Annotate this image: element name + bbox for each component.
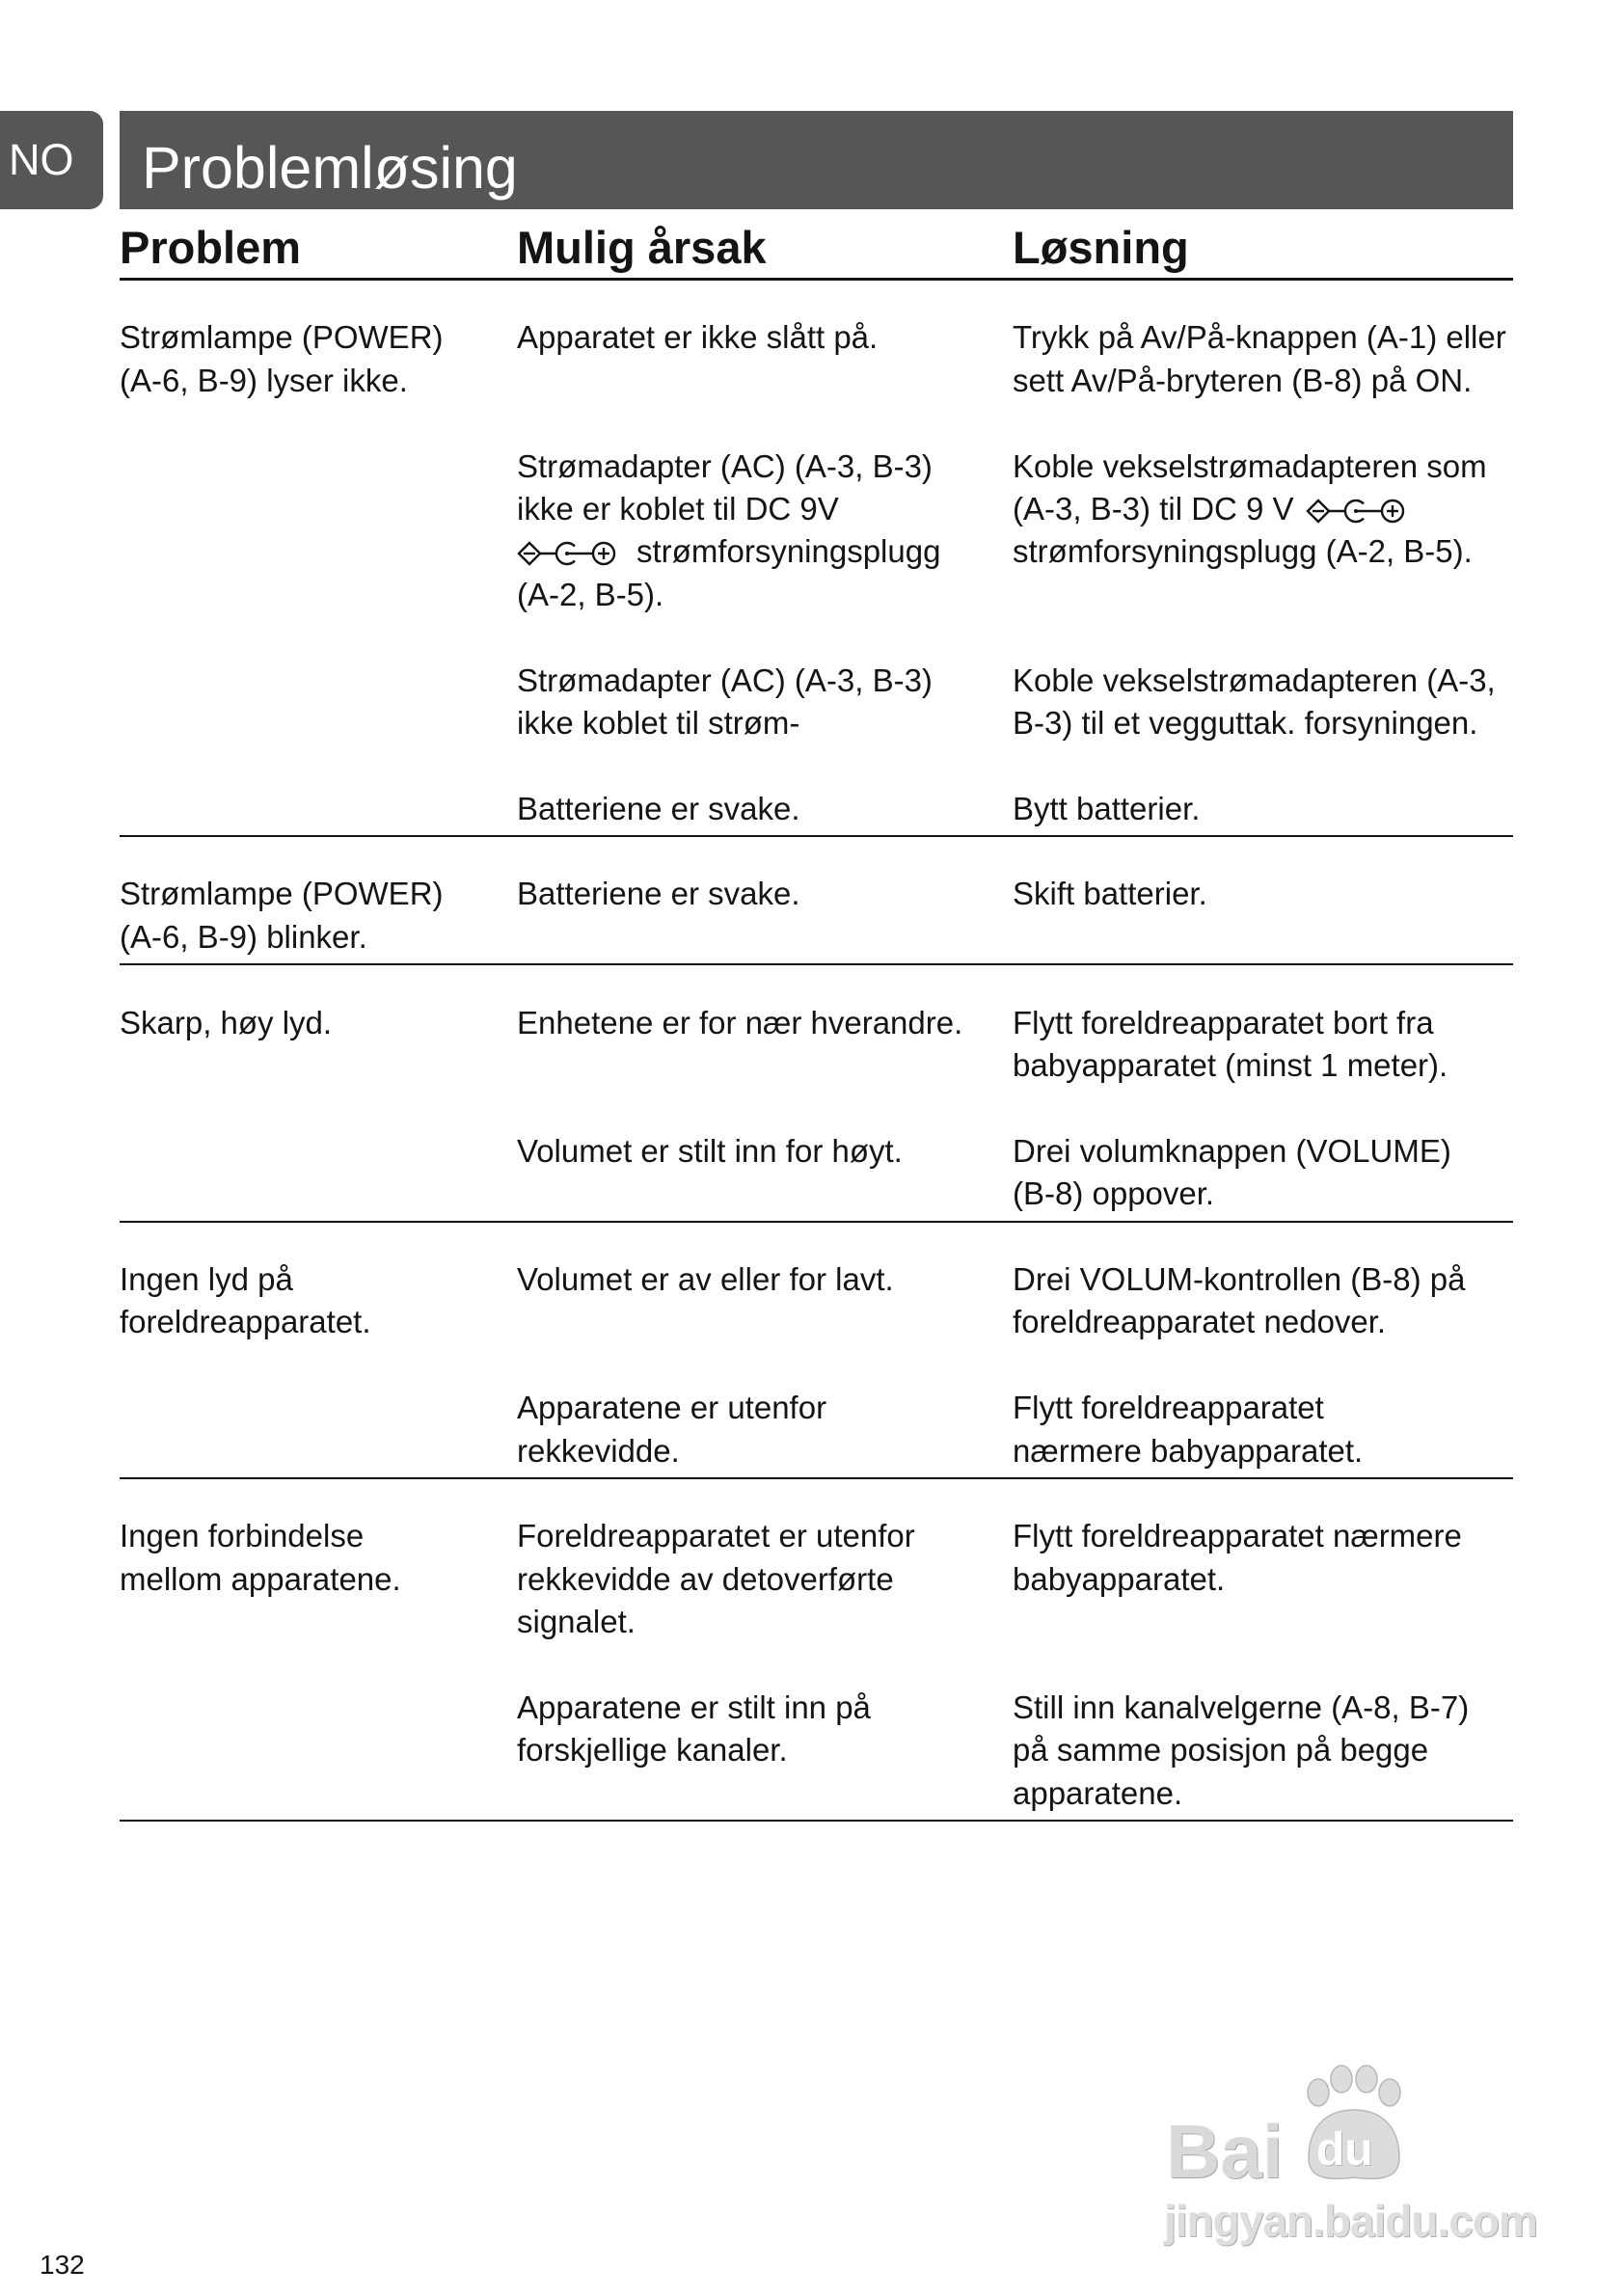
- solution-text-line: [1013, 488, 1513, 530]
- column-headers: [120, 222, 1513, 273]
- column-header-solution: Løsning: [1013, 222, 1189, 273]
- problem-cell: [120, 1515, 517, 1815]
- solution-text: B-3) til et vegguttak. forsyningen.: [1013, 704, 1478, 741]
- cause-cell: [517, 1258, 1013, 1344]
- cause-solution-list: [517, 1258, 1513, 1472]
- cause-text: Apparatene er utenfor: [517, 1390, 827, 1426]
- solution-text: strømforsyningsplugg (A-2, B-5).: [1013, 533, 1473, 570]
- solution-cell: [1013, 1002, 1513, 1088]
- troubleshooting-table: [120, 281, 1513, 1822]
- solution-cell: [1013, 316, 1513, 402]
- troubleshooting-row: [120, 1223, 1513, 1479]
- solution-text: babyapparatet.: [1013, 1560, 1226, 1597]
- cause-cell: [517, 788, 1013, 830]
- watermark-paw-text: du: [1316, 2124, 1373, 2175]
- cause-cell: [517, 1002, 1013, 1088]
- solution-cell: [1013, 873, 1513, 915]
- troubleshooting-row: [120, 281, 1513, 837]
- cause-solution-pair: [517, 873, 1513, 915]
- cause-solution-pair: [517, 316, 1513, 402]
- cause-text: Apparatet er ikke slått på.: [517, 319, 879, 356]
- solution-cell: [1013, 1130, 1513, 1216]
- problem-text: Strømlampe (POWER): [120, 876, 444, 912]
- solution-text: sett Av/På-bryteren (B-8) på ON.: [1013, 362, 1473, 398]
- solution-text: Skift batterier.: [1013, 876, 1207, 912]
- cause-text: Batteriene er svake.: [517, 790, 800, 826]
- solution-text: Drei VOLUM-kontrollen (B-8) på: [1013, 1260, 1466, 1297]
- watermark-brand-text: Bai: [1166, 2109, 1284, 2194]
- page-title: Problemløsing: [142, 135, 518, 201]
- problem-text: (A-6, B-9) lyser ikke.: [120, 362, 408, 398]
- solution-text: Still inn kanalvelgerne (A-8, B-7): [1013, 1688, 1470, 1725]
- cause-solution-pair: [517, 1258, 1513, 1344]
- problem-cell: [120, 1002, 517, 1216]
- title-bar: [120, 111, 1513, 209]
- language-tab: [0, 111, 103, 209]
- solution-text: foreldreapparatet nedover.: [1013, 1304, 1387, 1340]
- solution-text: Flytt foreldreapparatet nærmere: [1013, 1518, 1462, 1554]
- cause-text: Enhetene er for nær hverandre.: [517, 1004, 963, 1040]
- dc-polarity-icon: [1306, 497, 1414, 526]
- cause-solution-list: [517, 1515, 1513, 1815]
- problem-cell: [120, 873, 517, 959]
- cause-cell: [517, 873, 1013, 915]
- cause-cell: [517, 1130, 1013, 1216]
- cause-text: strømforsyningsplugg: [636, 533, 941, 570]
- language-tab-label: NO: [9, 135, 74, 184]
- solution-text: apparatene.: [1013, 1774, 1183, 1811]
- cause-text: signalet.: [517, 1604, 636, 1640]
- cause-solution-pair: [517, 1687, 1513, 1815]
- cause-text-line: [517, 530, 1013, 573]
- solution-cell: [1013, 788, 1513, 830]
- problem-text: mellom apparatene.: [120, 1560, 401, 1597]
- cause-solution-pair: [517, 1387, 1513, 1472]
- solution-text: Trykk på Av/På-knappen (A-1) eller: [1013, 319, 1506, 356]
- solution-text: (A-3, B-3) til DC 9 V: [1013, 490, 1294, 527]
- problem-text: Strømlampe (POWER): [120, 319, 444, 356]
- cause-solution-list: [517, 873, 1513, 959]
- cause-cell: [517, 446, 1013, 617]
- troubleshooting-row: [120, 965, 1513, 1222]
- cause-solution-pair: [517, 660, 1513, 745]
- cause-solution-pair: [517, 1002, 1513, 1088]
- cause-cell: [517, 660, 1013, 745]
- solution-text: Koble vekselstrømadapteren som: [1013, 447, 1487, 484]
- cause-text: Volumet er av eller for lavt.: [517, 1260, 894, 1297]
- cause-text: Batteriene er svake.: [517, 876, 800, 912]
- cause-cell: [517, 1687, 1013, 1815]
- cause-text: Foreldreapparatet er utenfor: [517, 1518, 915, 1554]
- problem-text: Ingen lyd på: [120, 1260, 293, 1297]
- solution-text: Koble vekselstrømadapteren (A-3,: [1013, 662, 1496, 698]
- page-number: 132: [40, 2250, 85, 2280]
- cause-text: rekkevidde av detoverførte: [517, 1560, 894, 1597]
- cause-solution-pair: [517, 1130, 1513, 1216]
- solution-cell: [1013, 1687, 1513, 1815]
- cause-text: forskjellige kanaler.: [517, 1732, 788, 1769]
- cause-solution-list: [517, 1002, 1513, 1216]
- column-header-cause: Mulig årsak: [517, 222, 767, 273]
- cause-solution-pair: [517, 1515, 1513, 1643]
- cause-cell: [517, 1387, 1013, 1472]
- dc-polarity-icon: [517, 539, 625, 568]
- cause-text: Strømadapter (AC) (A-3, B-3): [517, 662, 933, 698]
- solution-text: Drei volumknappen (VOLUME): [1013, 1132, 1451, 1169]
- baidu-jingyan-watermark: [1162, 2064, 1540, 2252]
- troubleshooting-row: [120, 837, 1513, 965]
- problem-text: Skarp, høy lyd.: [120, 1004, 333, 1040]
- solution-cell: [1013, 1387, 1513, 1472]
- solution-text: babyapparatet (minst 1 meter).: [1013, 1047, 1448, 1084]
- solution-cell: [1013, 660, 1513, 745]
- column-header-problem: Problem: [120, 222, 302, 273]
- cause-text: Strømadapter (AC) (A-3, B-3): [517, 447, 933, 484]
- solution-cell: [1013, 1258, 1513, 1344]
- solution-cell: [1013, 1515, 1513, 1643]
- cause-text: Apparatene er stilt inn på: [517, 1688, 871, 1725]
- cause-solution-pair: [517, 446, 1513, 617]
- problem-cell: [120, 316, 517, 830]
- cause-solution-pair: [517, 788, 1513, 830]
- problem-text: foreldreapparatet.: [120, 1304, 371, 1340]
- cause-solution-list: [517, 316, 1513, 830]
- solution-text: Flytt foreldreapparatet: [1013, 1390, 1324, 1426]
- solution-text: Bytt batterier.: [1013, 790, 1201, 826]
- solution-text: på samme posisjon på begge: [1013, 1732, 1429, 1769]
- problem-cell: [120, 1258, 517, 1472]
- cause-cell: [517, 316, 1013, 402]
- cause-text: (A-2, B-5).: [517, 576, 664, 612]
- solution-text: (B-8) oppover.: [1013, 1175, 1215, 1212]
- cause-text: Volumet er stilt inn for høyt.: [517, 1132, 903, 1169]
- solution-text: Flytt foreldreapparatet bort fra: [1013, 1004, 1434, 1040]
- cause-text: ikke er koblet til DC 9V: [517, 490, 839, 527]
- problem-text: (A-6, B-9) blinker.: [120, 918, 367, 955]
- problem-text: Ingen forbindelse: [120, 1518, 365, 1554]
- troubleshooting-row: [120, 1479, 1513, 1822]
- solution-text: nærmere babyapparatet.: [1013, 1432, 1364, 1469]
- cause-text: ikke koblet til strøm-: [517, 704, 800, 741]
- cause-text: rekkevidde.: [517, 1432, 680, 1469]
- solution-cell: [1013, 446, 1513, 617]
- cause-cell: [517, 1515, 1013, 1643]
- watermark-url: jingyan.baidu.com: [1164, 2196, 1537, 2246]
